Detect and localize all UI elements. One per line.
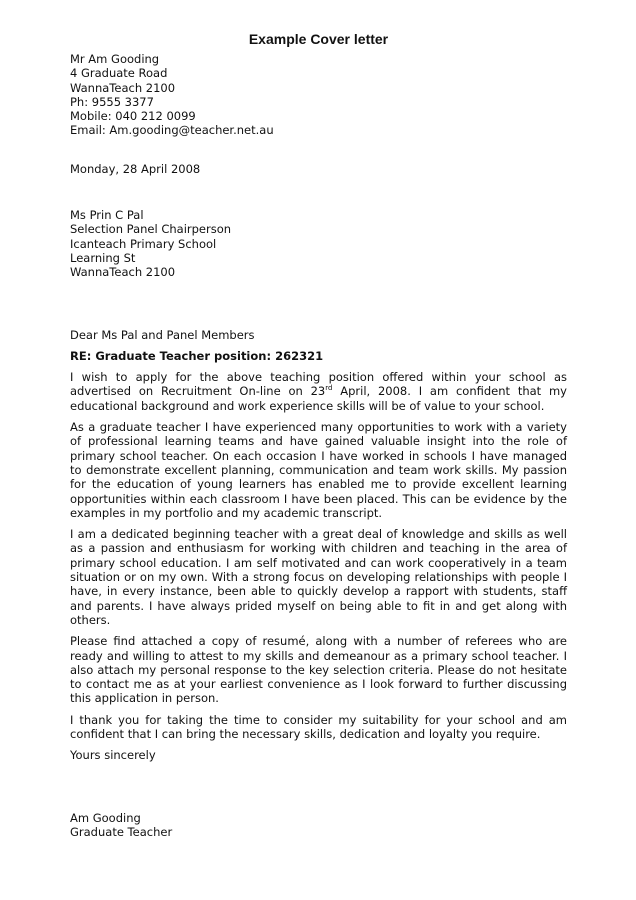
recipient-suburb: WannaTeach 2100 bbox=[70, 265, 176, 280]
sender-street: 4 Graduate Road bbox=[70, 66, 168, 81]
sender-address-block bbox=[70, 52, 567, 138]
signature-name: Am Gooding bbox=[70, 810, 141, 825]
body-paragraph: I thank you for taking the time to consider my suitability for your school and am confident that I can bring the necessary skills, dedication and loyalty you require. bbox=[70, 712, 567, 741]
signature-block bbox=[70, 811, 567, 840]
paragraph-text-segment: April, 2008. I am confident that my educational background and work experience skills will be of value to your school. bbox=[70, 384, 567, 413]
sender-suburb: WannaTeach 2100 bbox=[70, 80, 176, 95]
closing-salutation: Yours sincerely bbox=[70, 748, 156, 763]
date-line: Monday, 28 April 2008 bbox=[70, 161, 201, 176]
recipient-school: Icanteach Primary School bbox=[70, 236, 217, 251]
page-title: Example Cover letter bbox=[248, 31, 389, 47]
signature-title: Graduate Teacher bbox=[70, 824, 173, 839]
body-paragraph-opening bbox=[70, 370, 567, 413]
subject-line: RE: Graduate Teacher position: 262321 bbox=[70, 348, 324, 363]
sender-phone: Ph: 9555 3377 bbox=[70, 94, 154, 109]
sender-email: Email: Am.gooding@teacher.net.au bbox=[70, 123, 274, 138]
recipient-role: Selection Panel Chairperson bbox=[70, 222, 232, 237]
body-paragraph: As a graduate teacher I have experienced many opportunities to work with a variety of professional learning teams and have gained valuable insight into the role of primary school teacher. On each occasion I have worked in schools I have managed to demonstrate excellent planning, communication and team work skills. My passion for the education of young learners has enabled me to provide excellent learning opportunities within each classroom I have been placed. This can be evidence by the examples in my portfolio and my academic transcript. bbox=[70, 420, 567, 520]
recipient-street: Learning St bbox=[70, 250, 136, 265]
sender-name: Mr Am Gooding bbox=[70, 52, 160, 66]
salutation: Dear Ms Pal and Panel Members bbox=[70, 327, 255, 342]
date-block bbox=[70, 162, 567, 176]
body-paragraph: Please find attached a copy of resumé, along with a number of referees who are ready and willing to attest to my skills and demeanour as a primary school teacher. I also attach my personal response to the key selection criteria. Please do not hesitate to contact me as at your earliest convenience as I look forward to further discussing this application in person. bbox=[70, 634, 567, 706]
ordinal-superscript: rd bbox=[325, 384, 333, 393]
sender-mobile: Mobile: 040 212 0099 bbox=[70, 109, 196, 124]
recipient-address-block bbox=[70, 208, 567, 279]
recipient-name: Ms Prin C Pal bbox=[70, 208, 144, 223]
paragraph-text-segment: I wish to apply for the above teaching position offered within your school as advertised on Recruitment On-line on 23 bbox=[70, 370, 567, 399]
body-paragraph: I am a dedicated beginning teacher with a great deal of knowledge and skills as well as a passion and enthusiasm for working with children and teaching in the area of primary school education. I am self motivated and can work cooperatively in a team situation or on my own. With a strong focus on developing relationships with people I have, in every instance, been able to quickly develop a rapport with students, staff and parents. I have always prided myself on being able to fit in and get along with others. bbox=[70, 527, 567, 627]
